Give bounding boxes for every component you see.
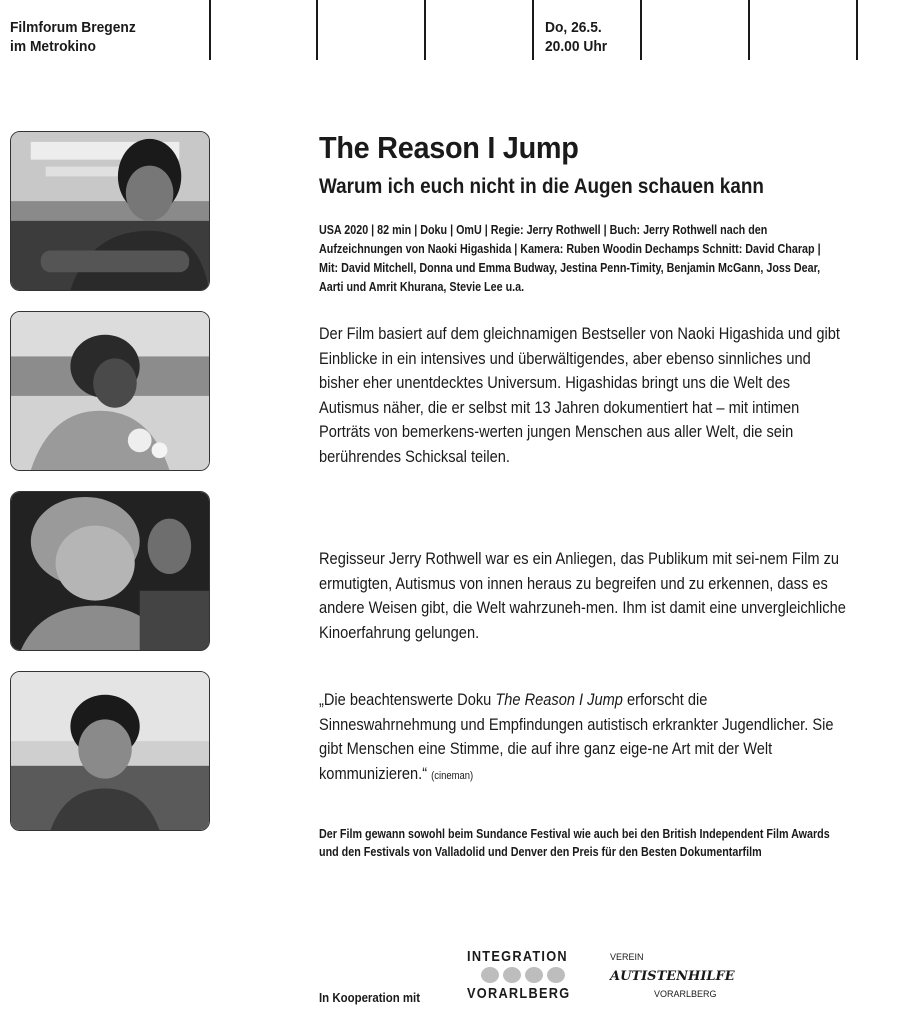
award-note: Der Film gewann sowohl beim Sundance Festival wie auch bei den British Independent Film Awards und den Festivals von Valladolid und Denver den Preis für den Besten Dokumentarfilm: [319, 827, 830, 859]
header-divider: [316, 0, 318, 60]
quote-source: (cineman): [431, 769, 474, 782]
logo-autistenhilfe-text: AUTISTENHILFE: [610, 969, 735, 984]
film-subtitle: Warum ich euch nicht in die Augen schauen kann: [319, 175, 764, 198]
header-divider: [856, 0, 858, 60]
header-divider: [748, 0, 750, 60]
header-divider: [532, 0, 534, 60]
description-paragraph-1: Der Film basiert auf dem gleichnamigen Bestseller von Naoki Higashida und gibt Einblicke in ein intensives und überwältigendes, aber ebenso sinnliches und bisher eher unentdecktes Universum. Higashidas bringt uns die Welt des Autismus näher, die er selbst mit 13 Jahren dokumentiert hat – mit intimen Porträts von bemerkens-werten jungen Menschen aus aller Welt, die sein berührendes Schicksal teilen.: [319, 324, 840, 466]
film-still-4: [10, 671, 210, 831]
quote-open: „Die beachtenswerte Doku: [319, 690, 496, 709]
film-still-2: [10, 311, 210, 471]
venue-name: Filmforum Bregenz: [10, 19, 136, 36]
screening-time: 20.00 Uhr: [545, 38, 608, 55]
quote-film-title: The Reason I Jump: [495, 690, 623, 709]
screening-date-block: [545, 18, 607, 56]
film-still-3: [10, 491, 210, 651]
header-divider: [424, 0, 426, 60]
venue-location: im Metrokino: [10, 38, 96, 55]
description-paragraph-2: Regisseur Jerry Rothwell war es ein Anliegen, das Publikum mit sei-nem Film zu ermutigten, Autismus von innen heraus zu begreifen und zu erkennen, dass es andere Weisen gibt, die Welt wahrzuneh-men. Ihm ist damit eine unvergleichliche Kinoerfahrung gelungen.: [319, 549, 846, 642]
integration-vorarlberg-logo: [467, 948, 589, 1002]
logo-region-text: VORARLBERG: [654, 989, 717, 999]
film-credits: USA 2020 | 82 min | Doku | OmU | Regie: Jerry Rothwell | Buch: Jerry Rothwell nach den Aufzeichnungen von Naoki Higashida | Kamera: Ruben Woodin Dechamps Schnitt: David Charap | Mit: David Mitchell, Donna und Emma Budway, Jestina Penn-Timity, Benjamin McGann, Joss Dear, Aarti und Amrit Khurana, Stevie Lee u.a.: [319, 223, 821, 294]
logo-integration-text: INTEGRATION: [467, 948, 568, 965]
cooperation-label: In Kooperation mit: [319, 990, 421, 1005]
header-divider: [209, 0, 211, 60]
logo-verein-text: VEREIN: [610, 952, 644, 962]
venue-block: [10, 18, 136, 56]
film-still-1: [10, 131, 210, 291]
press-quote: [319, 688, 848, 788]
autistenhilfe-logo: [610, 952, 735, 1000]
header-divider: [640, 0, 642, 60]
logo-vorarlberg-text: VORARLBERG: [467, 985, 571, 1002]
logo-faces-icon: [481, 965, 589, 985]
screening-date: Do, 26.5.: [545, 19, 602, 36]
film-title: The Reason I Jump: [319, 130, 579, 165]
quote-text: erforscht die Sinneswahrnehmung und Empfindungen autistisch erkrankter Jugendlicher. Sie gibt Menschen eine Stimme, die auf ihre ganz eige-ne Art mit der Welt kommunizieren.“: [319, 690, 834, 783]
